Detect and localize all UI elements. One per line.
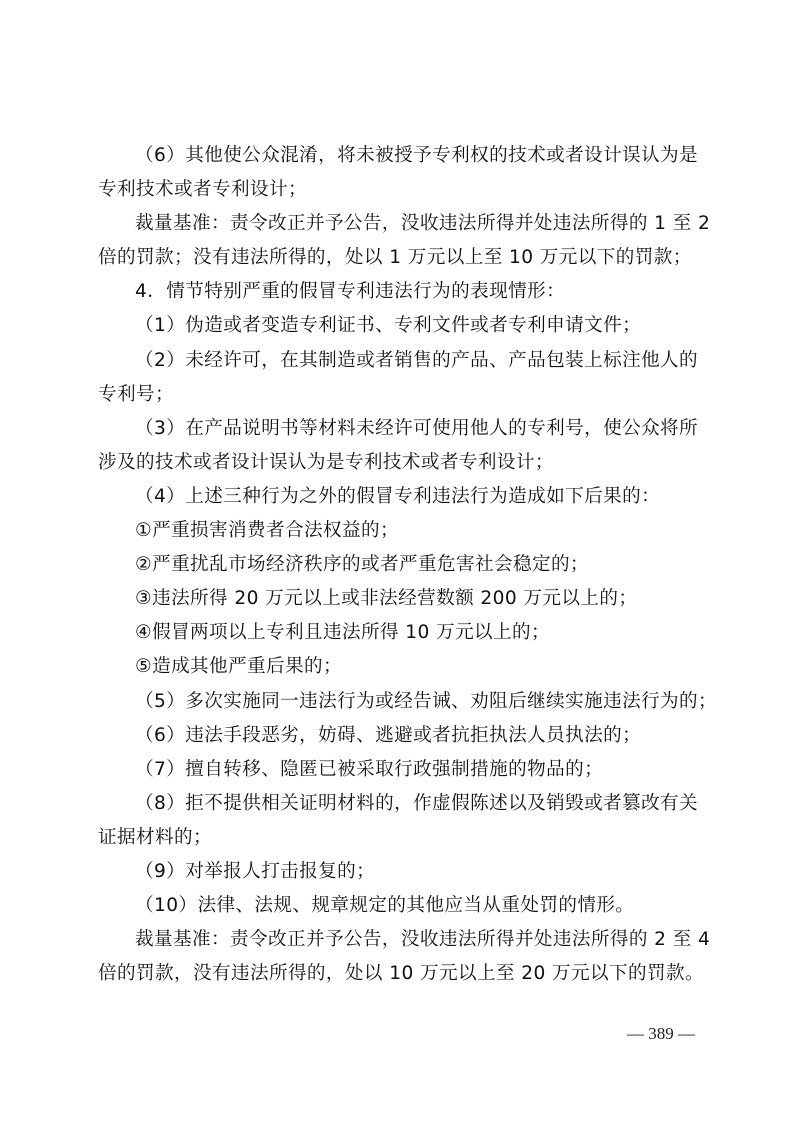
text-line: 专利号； [98,383,174,405]
text-line: 专利技术或者专利设计； [98,179,307,201]
text-line: （7）擅自转移、隐匿已被采取行政强制措施的物品的； [135,758,604,780]
text-line: （6）其他使公众混淆，将未被授予专利权的技术或者设计误认为是 [135,145,699,166]
page-number: — 389 — [627,1024,695,1043]
text-line: （3）在产品说明书等材料未经许可使用他人的专利号，使公众将所 [135,417,699,439]
body-text [98,139,718,991]
text-line: ④假冒两项以上专利且违法所得 10 万元以上的； [135,622,551,644]
text-line: （10）法律、法规、规章规定的其他应当从重处罚的情形。 [135,895,635,917]
text-line: 裁量基准：责令改正并予公告，没收违法所得并处违法所得的 2 至 4 [135,929,711,951]
text-line: （6）违法手段恶劣，妨碍、逃避或者抗拒执法人员执法的； [135,724,642,746]
text-line: （9）对举报人打击报复的； [135,860,376,882]
text-line: （1）伪造或者变造专利证书、专利文件或者专利申请文件； [135,315,642,337]
text-line: （5）多次实施同一违法行为或经告诫、劝阻后继续实施违法行为的； [135,690,718,712]
text-line: （4）上述三种行为之外的假冒专利违法行为造成如下后果的： [135,485,661,507]
text-line: ③违法所得 20 万元以上或非法经营数额 200 万元以上的； [135,588,638,610]
text-line: 倍的罚款，没有违法所得的，处以 10 万元以上至 20 万元以下的罚款。 [98,963,704,985]
text-line: ①严重损害消费者合法权益的； [135,520,399,542]
text-line: 证据材料的； [98,826,212,848]
text-line: 倍的罚款；没有违法所得的，处以 1 万元以上至 10 万元以下的罚款； [98,247,692,269]
text-line: 4．情节特别严重的假冒专利违法行为的表现情形： [135,281,566,303]
text-line: ⑤造成其他严重后果的； [135,656,343,678]
text-line: （2）未经许可，在其制造或者销售的产品、产品包装上标注他人的 [135,349,699,371]
text-line: ②严重扰乱市场经济秩序的或者严重危害社会稳定的； [135,554,589,576]
text-line: 裁量基准：责令改正并予公告，没收违法所得并处违法所得的 1 至 2 [135,213,711,235]
text-line: 涉及的技术或者设计误认为是专利技术或者专利设计； [98,451,554,473]
text-line: （8）拒不提供相关证明材料的，作虚假陈述以及销毁或者篡改有关 [135,792,699,814]
